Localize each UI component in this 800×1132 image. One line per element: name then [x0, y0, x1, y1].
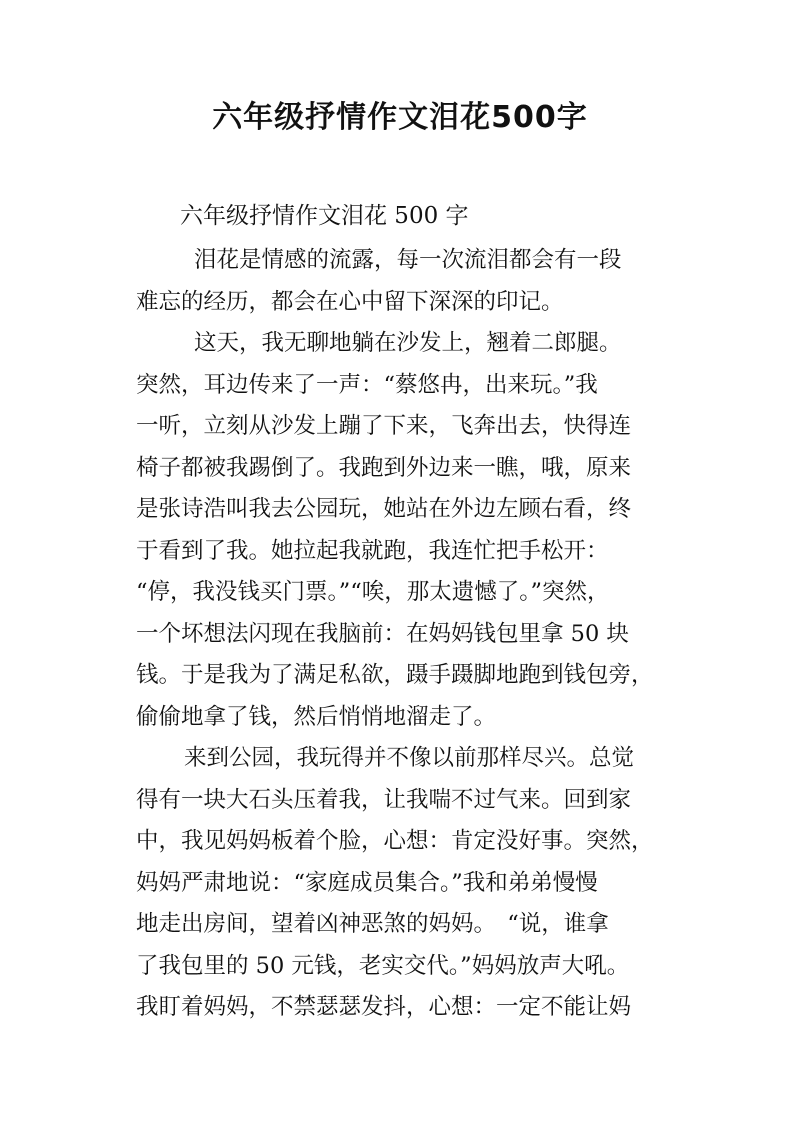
essay-body	[136, 240, 676, 1029]
document-title: 六年级抒情作文泪花500字	[212, 100, 588, 135]
text-line: 了我包里的 50 元钱，老实交代。”妈妈放声大吼。	[136, 952, 630, 979]
text-line: 妈妈严肃地说：“家庭成员集合。”我和弟弟慢慢	[136, 869, 598, 896]
text-line: 钱。于是我为了满足私欲，蹑手蹑脚地跑到钱包旁，	[136, 662, 654, 688]
text-line: 一听，立刻从沙发上蹦了下来，飞奔出去，快得连	[136, 413, 632, 439]
document-subtitle: 六年级抒情作文泪花 500 字	[180, 203, 469, 229]
text-line: 这天，我无聊地躺在沙发上，翘着二郎腿。	[194, 330, 622, 356]
text-line: 突然，耳边传来了一声：“蔡悠冉，出来玩。”我	[136, 371, 598, 398]
text-line: 来到公园，我玩得并不像以前那样尽兴。总觉	[184, 745, 635, 771]
text-line: 我盯着妈妈，不禁瑟瑟发抖，心想：一定不能让妈	[136, 994, 632, 1020]
text-line: 得有一块大石头压着我，让我喘不过气来。回到家	[136, 786, 632, 813]
text-line: 椅子都被我踢倒了。我跑到外边来一瞧，哦，原来	[136, 454, 632, 481]
text-line: 是张诗浩叫我去公园玩，她站在外边左顾右看，终	[136, 496, 632, 522]
text-line: 难忘的经历，都会在心中留下深深的印记。	[136, 288, 564, 315]
text-line: 泪花是情感的流露，每一次流泪都会有一段	[194, 247, 622, 273]
text-line: “停，我没钱买门票。”“唉，那太遗憾了。”突然，	[136, 579, 610, 605]
text-line: 于看到了我。她拉起我就跑，我连忙把手松开：	[136, 537, 609, 564]
text-line: 一个坏想法闪现在我脑前：在妈妈钱包里拿 50 块	[136, 620, 629, 647]
text-line: 偷偷地拿了钱，然后悄悄地溜走了。	[136, 703, 497, 730]
text-line: 中，我见妈妈板着个脸，心想：肯定没好事。突然，	[136, 828, 654, 854]
text-line: 地走出房间，望着凶神恶煞的妈妈。 “说，谁拿	[136, 911, 609, 937]
